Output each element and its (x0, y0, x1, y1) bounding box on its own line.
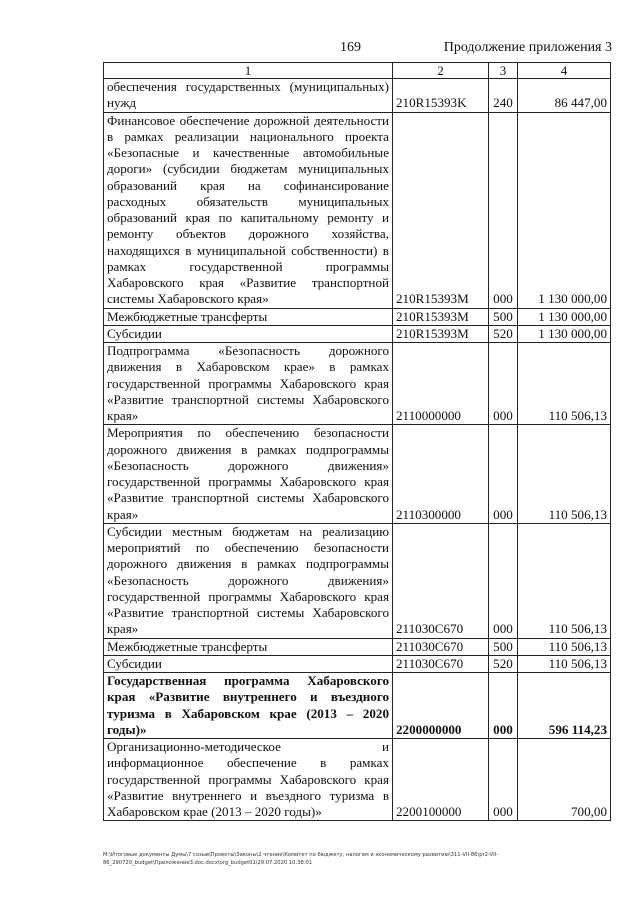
table-header-row (104, 63, 611, 79)
target-code-cell: 210R15393M (393, 308, 489, 325)
expense-type-cell: 500 (489, 638, 518, 655)
target-code-cell: 2200000000 (393, 673, 489, 739)
amount-cell: 700,00 (518, 739, 611, 821)
expense-type-cell: 000 (489, 425, 518, 524)
item-name-cell: Организационно-методическое и информационное обеспечение в рамках государственной программы Хабаровского края «Развитие внутреннего и въездного туризма в Хабаровском крае (2013 – 2020 годы)» (104, 739, 393, 821)
expense-type-cell: 240 (489, 79, 518, 113)
amount-cell: 1 130 000,00 (518, 308, 611, 325)
table-row (104, 523, 611, 638)
budget-table (103, 62, 611, 821)
document-path-footer: М:\Итоговые документы Думы\7 созыв\Проекты\Законы\2 чтение\Комитет по бюджету, налогам и экономическому развитию\311-VII-86\pr2-VII-86_290720_budget\Приложение3.doc.docx\org_budget01\29.07.2020 10:38:01 (103, 852, 499, 866)
amount-cell: 110 506,13 (518, 638, 611, 655)
item-name-cell: Межбюджетные трансферты (104, 638, 393, 655)
item-name-cell: обеспечения государственных (муниципальных) нужд (104, 79, 393, 113)
table-row (104, 343, 611, 425)
column-header: 3 (489, 63, 518, 79)
item-name-cell: Субсидии местным бюджетам на реализацию мероприятий по обеспечению безопасности дорожного движения в рамках подпрограммы «Безопасность дорожного движения» государственной программы Хабаровского края «Развитие транспортной системы Хабаровского края» (104, 523, 393, 638)
expense-type-cell: 000 (489, 739, 518, 821)
expense-type-cell: 000 (489, 523, 518, 638)
expense-type-cell: 000 (489, 343, 518, 425)
amount-cell: 86 447,00 (518, 79, 611, 113)
table-row (104, 638, 611, 655)
amount-cell: 110 506,13 (518, 343, 611, 425)
item-name-cell: Подпрограмма «Безопасность дорожного движения в Хабаровском крае» в рамках государственной программы Хабаровского края «Развитие транспортной системы Хабаровского края» (104, 343, 393, 425)
table-row (104, 79, 611, 113)
item-name-cell: Межбюджетные трансферты (104, 308, 393, 325)
amount-cell: 1 130 000,00 (518, 325, 611, 342)
target-code-cell: 210R15393M (393, 112, 489, 308)
target-code-cell: 2110000000 (393, 343, 489, 425)
item-name-cell: Государственная программа Хабаровского края «Развитие внутреннего и въездного туризма в Хабаровском крае (2013 – 2020 годы)» (104, 673, 393, 739)
continuation-heading: Продолжение приложения 3 (443, 40, 612, 55)
target-code-cell: 2200100000 (393, 739, 489, 821)
item-name-cell: Финансовое обеспечение дорожной деятельности в рамках реализации национального проекта «Безопасные и качественные автомобильные дороги» (субсидии бюджетам муниципальных образований края на софинансирование расходных обязательств муниципальных образований края по капитальному ремонту и ремонту объектов дорожного хозяйства, находящихся в муниципальной собственности) в рамках государственной программы Хабаровского края «Развитие транспортной системы Хабаровского края» (104, 112, 393, 308)
table-row (104, 655, 611, 672)
column-header: 1 (104, 63, 393, 79)
item-name-cell: Субсидии (104, 325, 393, 342)
table-row (104, 325, 611, 342)
target-code-cell: 210R15393M (393, 325, 489, 342)
amount-cell: 110 506,13 (518, 655, 611, 672)
target-code-cell: 211030С670 (393, 523, 489, 638)
amount-cell: 596 114,23 (518, 673, 611, 739)
expense-type-cell: 000 (489, 112, 518, 308)
table-row (104, 112, 611, 308)
target-code-cell: 211030С670 (393, 655, 489, 672)
column-header: 4 (518, 63, 611, 79)
column-header: 2 (393, 63, 489, 79)
amount-cell: 110 506,13 (518, 523, 611, 638)
target-code-cell: 211030С670 (393, 638, 489, 655)
expense-type-cell: 520 (489, 655, 518, 672)
amount-cell: 110 506,13 (518, 425, 611, 524)
expense-type-cell: 000 (489, 673, 518, 739)
page-number: 169 (340, 40, 361, 55)
item-name-cell: Мероприятия по обеспечению безопасности дорожного движения в рамках подпрограммы «Безопасность дорожного движения» государственной программы Хабаровского края «Развитие транспортной системы Хабаровского края» (104, 425, 393, 524)
table-row (104, 739, 611, 821)
amount-cell: 1 130 000,00 (518, 112, 611, 308)
table-row (104, 673, 611, 739)
item-name-cell: Субсидии (104, 655, 393, 672)
table-row (104, 308, 611, 325)
expense-type-cell: 500 (489, 308, 518, 325)
table-row (104, 425, 611, 524)
expense-type-cell: 520 (489, 325, 518, 342)
target-code-cell: 2110300000 (393, 425, 489, 524)
target-code-cell: 210R15393K (393, 79, 489, 113)
